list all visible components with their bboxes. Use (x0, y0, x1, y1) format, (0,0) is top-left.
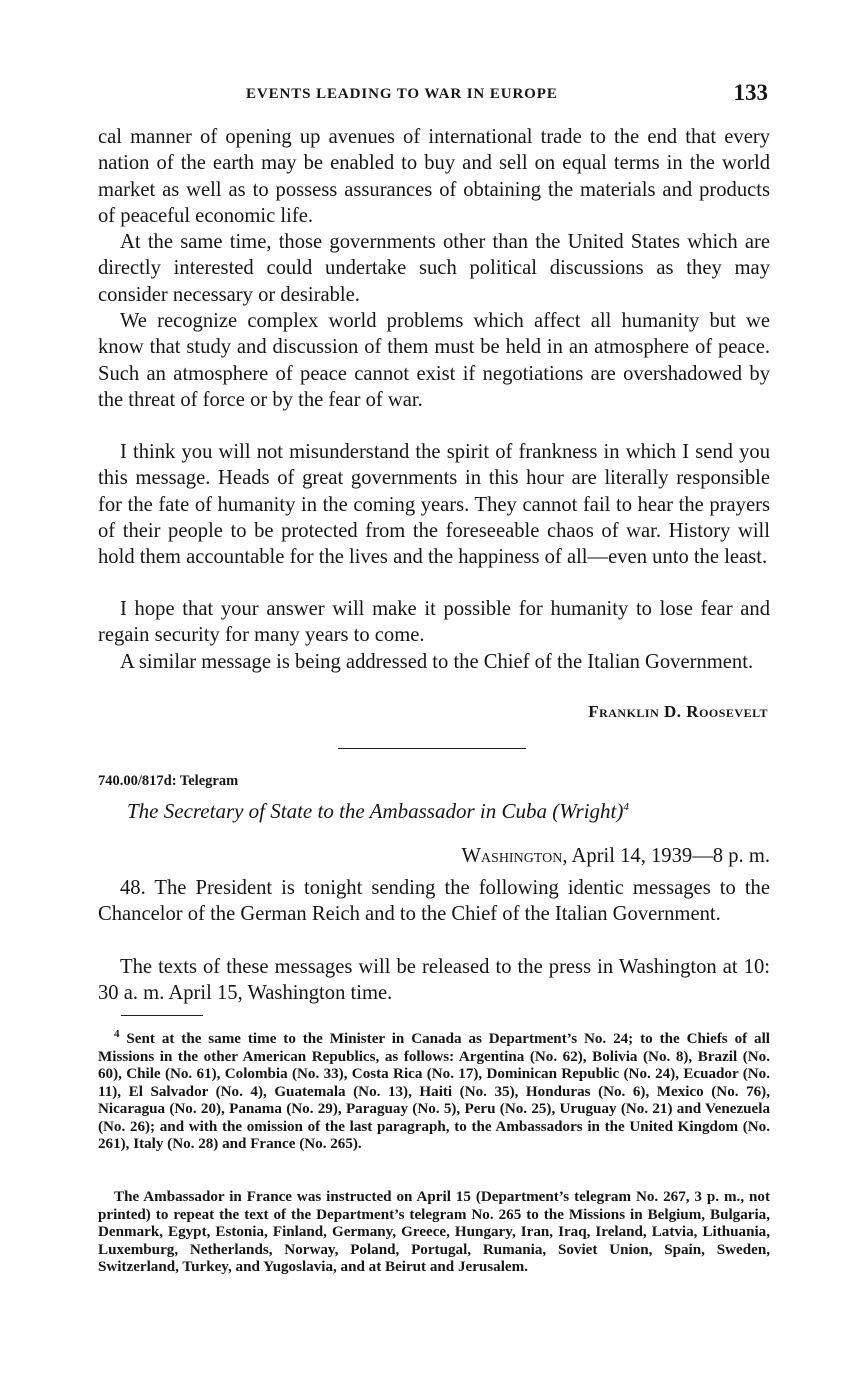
document-reference: 740.00/817d: Telegram (98, 773, 239, 789)
document-title-text: The Secretary of State to the Ambassador in Cuba (Wright) (127, 799, 624, 823)
footnote-2: The Ambassador in France was instructed on April 15 (Department’s telegram No. 267, 3 p. m., not printed) to repeat the text of the Department’s telegram No. 265 to the Missions in Belgium, Bulgaria, Denmark, Egypt, Estonia, Finland, Germany, Greece, Hungary, Iran, Iraq, Ireland, Latvia, Lithuania, Luxemburg, Netherlands, Norway, Poland, Portugal, Rumania, Soviet Union, Spain, Sweden, Switzerland, Turkey, and Yugoslavia, and at Beirut and Jerusalem. (98, 1189, 770, 1275)
telegram-paragraph-1: 48. The President is tonight sending the following identic messages to the Chancelor of the German Reich and to the Chief of the Italian Government. (98, 877, 770, 926)
body-paragraph-1: cal manner of opening up avenues of international trade to the end that every nation of the earth may be enabled to buy and sell on equal terms in the world market as well as to possess assurances of obtaining the materials and products of peaceful economic life. (98, 126, 770, 227)
signature: Franklin D. Roosevelt (588, 702, 768, 721)
page-number: 133 (733, 80, 768, 105)
body-paragraph-4: I think you will not misunderstand the spirit of frankness in which I send you this message. Heads of great governments in this hour are literally responsible for the fate of humanity in the coming years. They cannot fail to hear the prayers of their people to be protected from the foreseeable chaos of war. History will hold them accountable for the lives and the happiness of all—even unto the least. (98, 441, 770, 569)
footnote-reference: 4 (623, 801, 629, 813)
footnote-1 (98, 1027, 770, 1154)
running-head: EVENTS LEADING TO WAR IN EUROPE (246, 86, 558, 102)
footnote-1-text: Sent at the same time to the Minister in Canada as Department’s No. 24; to the Chiefs of all Missions in the other American Republics, as follows: Argentina (No. 62), Bolivia (No. 8), Brazil (No. 60), Chile (No. 61), Colombia (No. 33), Costa Rica (No. 17), Dominican Republic (No. 24), Ecuador (No. 11), El Salvador (No. 4), Guatemala (No. 13), Haiti (No. 35), Honduras (No. 6), Mexico (No. 76), Nicaragua (No. 20), Panama (No. 29), Paraguay (No. 5), Peru (No. 25), Uruguay (No. 21) and Venezuela (No. 26); and with the omission of the last paragraph, to the Ambassadors in the United Kingdom (No. 261), Italy (No. 28) and France (No. 265). (98, 1031, 770, 1152)
body-paragraph-2: At the same time, those governments other than the United States which are directly interested could undertake such political discussions as they may consider necessary or desirable. (98, 231, 770, 306)
telegram-paragraph-2: The texts of these messages will be released to the press in Washington at 10: 30 a. m. April 15, Washington time. (98, 956, 770, 1005)
section-divider (338, 748, 526, 749)
dateline-place: Washington, (461, 845, 568, 867)
body-paragraph-3: We recognize complex world problems which affect all humanity but we know that study and discussion of them must be held in an atmosphere of peace. Such an atmosphere of peace cannot exist if negotiations are overshadowed by the threat of force or by the fear of war. (98, 310, 770, 411)
document-title (127, 799, 629, 824)
body-paragraph-5: I hope that your answer will make it possible for humanity to lose fear and regain security for many years to come. (98, 598, 770, 647)
footnote-divider (121, 1015, 203, 1016)
body-paragraph-6: A similar message is being addressed to the Chief of the Italian Government. (120, 651, 754, 673)
footnote-marker: 4 (114, 1027, 120, 1040)
page-header (98, 80, 770, 108)
dateline (461, 845, 770, 868)
dateline-date: April 14, 1939—8 p. m. (571, 845, 770, 867)
